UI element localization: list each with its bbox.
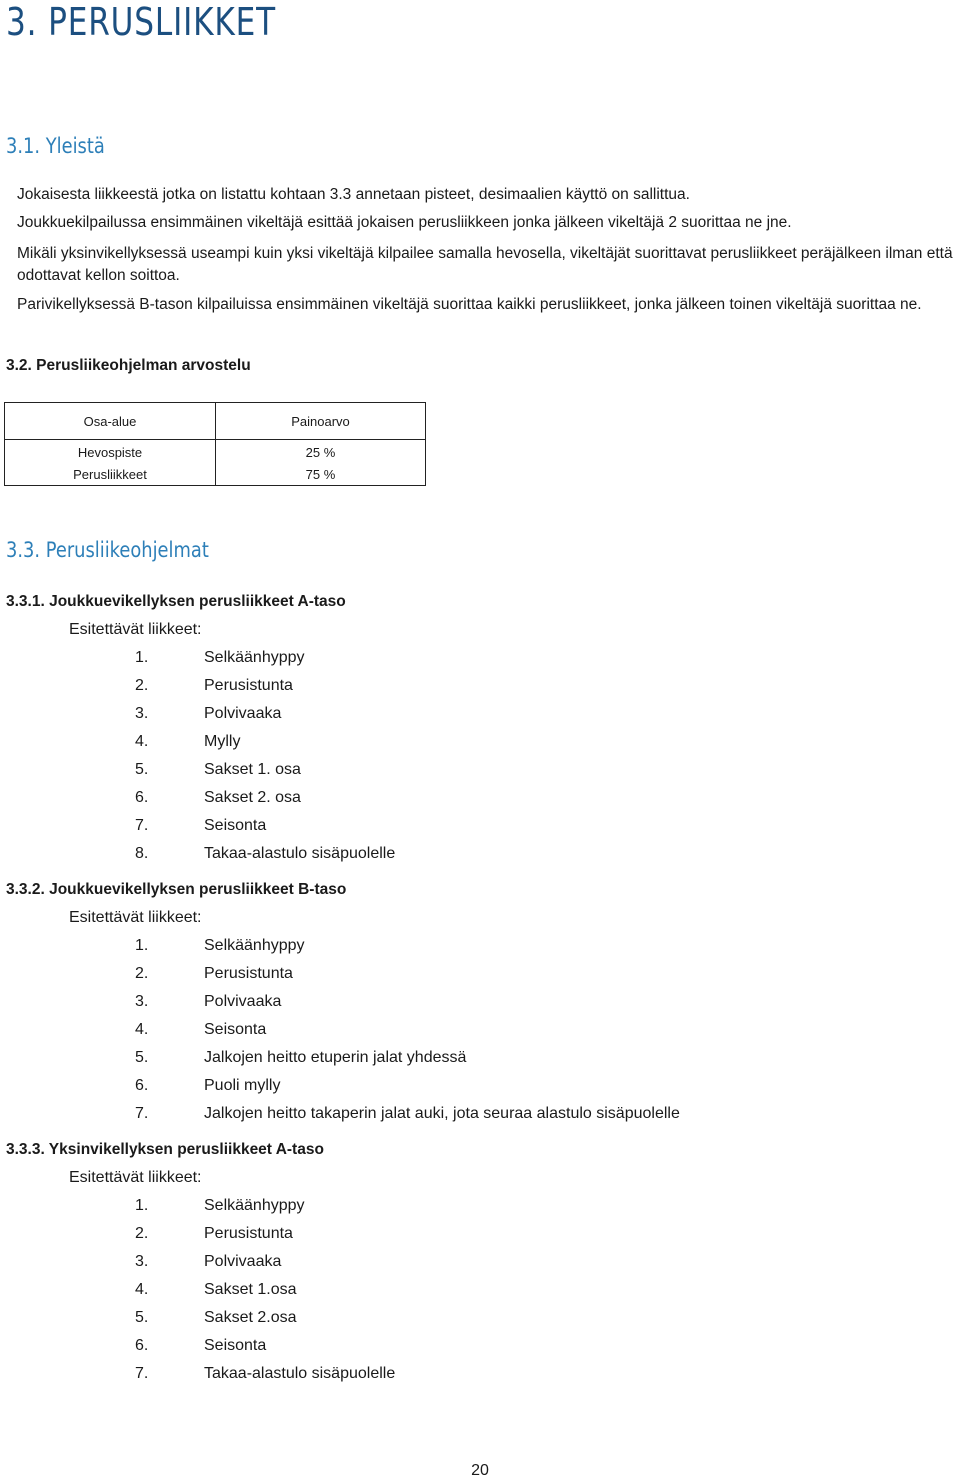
table-cell: 75 % xyxy=(216,463,426,486)
list-item-text: Sakset 1. osa xyxy=(204,761,301,778)
list-item-number: 4. xyxy=(135,1281,149,1298)
table-header-row xyxy=(5,403,426,440)
subsection-title: 3.3.2. Joukkuevikellyksen perusliikkeet B-taso xyxy=(6,881,347,898)
table-cell: 25 % xyxy=(216,440,426,464)
table-header-cell: Osa-alue xyxy=(5,403,216,440)
paragraph-1: Jokaisesta liikkeestä jotka on listattu kohtaan 3.3 annetaan pisteet, desimaalien käyttö on sallittua. xyxy=(17,186,690,203)
list-item-number: 6. xyxy=(135,1077,149,1094)
list-item-number: 2. xyxy=(135,677,149,694)
list-intro: Esitettävät liikkeet: xyxy=(69,1169,202,1186)
section-title-3-3: 3.3. Perusliikeohjelmat xyxy=(6,538,209,562)
list-item-text: Sakset 2.osa xyxy=(204,1309,297,1326)
list-item-number: 3. xyxy=(135,705,149,722)
table-header-cell: Painoarvo xyxy=(216,403,426,440)
list-item-text: Mylly xyxy=(204,733,241,750)
list-item-text: Perusistunta xyxy=(204,677,293,694)
list-item-text: Puoli mylly xyxy=(204,1077,281,1094)
list-item-text: Seisonta xyxy=(204,817,267,834)
list-item-number: 6. xyxy=(135,789,149,806)
list-item-text: Polvivaaka xyxy=(204,705,282,722)
list-item-number: 2. xyxy=(135,1225,149,1242)
list-item-number: 1. xyxy=(135,649,149,666)
list-item-text: Selkäänhyppy xyxy=(204,937,305,954)
list-item-text: Seisonta xyxy=(204,1021,267,1038)
scoring-table xyxy=(4,402,426,486)
list-item-number: 4. xyxy=(135,1021,149,1038)
list-item-number: 2. xyxy=(135,965,149,982)
list-item-number: 1. xyxy=(135,1197,149,1214)
page-number: 20 xyxy=(471,1462,489,1479)
list-item-number: 5. xyxy=(135,761,149,778)
list-item-text: Takaa-alastulo sisäpuolelle xyxy=(204,845,396,862)
paragraph-2: Joukkuekilpailussa ensimmäinen vikeltäjä esittää jokaisen perusliikkeen jonka jälkeen vikeltäjä 2 suorittaa ne jne. xyxy=(17,214,792,231)
list-item-number: 5. xyxy=(135,1309,149,1326)
list-item-text: Seisonta xyxy=(204,1337,267,1354)
paragraph-3: Mikäli yksinvikellyksessä useampi kuin yksi vikeltäjä kilpailee samalla hevosella, vikeltäjät suorittavat perusliikkeet peräjälkeen ilman että odottavat kellon soittoa. xyxy=(17,245,953,284)
subsection-title: 3.3.3. Yksinvikellyksen perusliikkeet A-taso xyxy=(6,1141,324,1158)
list-item-text: Sakset 2. osa xyxy=(204,789,301,806)
section-title-3-1: 3.1. Yleistä xyxy=(6,134,105,158)
list-intro: Esitettävät liikkeet: xyxy=(69,621,202,638)
list-item-number: 8. xyxy=(135,845,149,862)
paragraph-4: Parivikellyksessä B-tason kilpailuissa ensimmäinen vikeltäjä suorittaa kaikki perusliikkeet, jonka jälkeen toinen vikeltäjä suorittaa ne. xyxy=(17,296,922,313)
list-item-number: 5. xyxy=(135,1049,149,1066)
list-item-number: 6. xyxy=(135,1337,149,1354)
table-row xyxy=(5,440,426,464)
list-item-number: 7. xyxy=(135,1105,149,1122)
list-item-number: 3. xyxy=(135,1253,149,1270)
table-cell: Perusliikkeet xyxy=(5,463,216,486)
list-item-text: Jalkojen heitto etuperin jalat yhdessä xyxy=(204,1049,467,1066)
table-row xyxy=(5,463,426,486)
list-item-number: 3. xyxy=(135,993,149,1010)
table-cell: Hevospiste xyxy=(5,440,216,464)
list-item-number: 7. xyxy=(135,1365,149,1382)
list-item-text: Perusistunta xyxy=(204,1225,293,1242)
list-item-text: Sakset 1.osa xyxy=(204,1281,297,1298)
list-item-text: Takaa-alastulo sisäpuolelle xyxy=(204,1365,396,1382)
list-intro: Esitettävät liikkeet: xyxy=(69,909,202,926)
list-item-text: Polvivaaka xyxy=(204,1253,282,1270)
section-title-3-2: 3.2. Perusliikeohjelman arvostelu xyxy=(6,357,251,374)
chapter-title: 3. PERUSLIIKKET xyxy=(6,0,276,44)
list-item-text: Selkäänhyppy xyxy=(204,1197,305,1214)
list-item-text: Perusistunta xyxy=(204,965,293,982)
list-item-text: Selkäänhyppy xyxy=(204,649,305,666)
list-item-number: 4. xyxy=(135,733,149,750)
list-item-text: Polvivaaka xyxy=(204,993,282,1010)
subsection-title: 3.3.1. Joukkuevikellyksen perusliikkeet A-taso xyxy=(6,593,346,610)
list-item-number: 1. xyxy=(135,937,149,954)
list-item-number: 7. xyxy=(135,817,149,834)
list-item-text: Jalkojen heitto takaperin jalat auki, jota seuraa alastulo sisäpuolelle xyxy=(204,1105,680,1122)
